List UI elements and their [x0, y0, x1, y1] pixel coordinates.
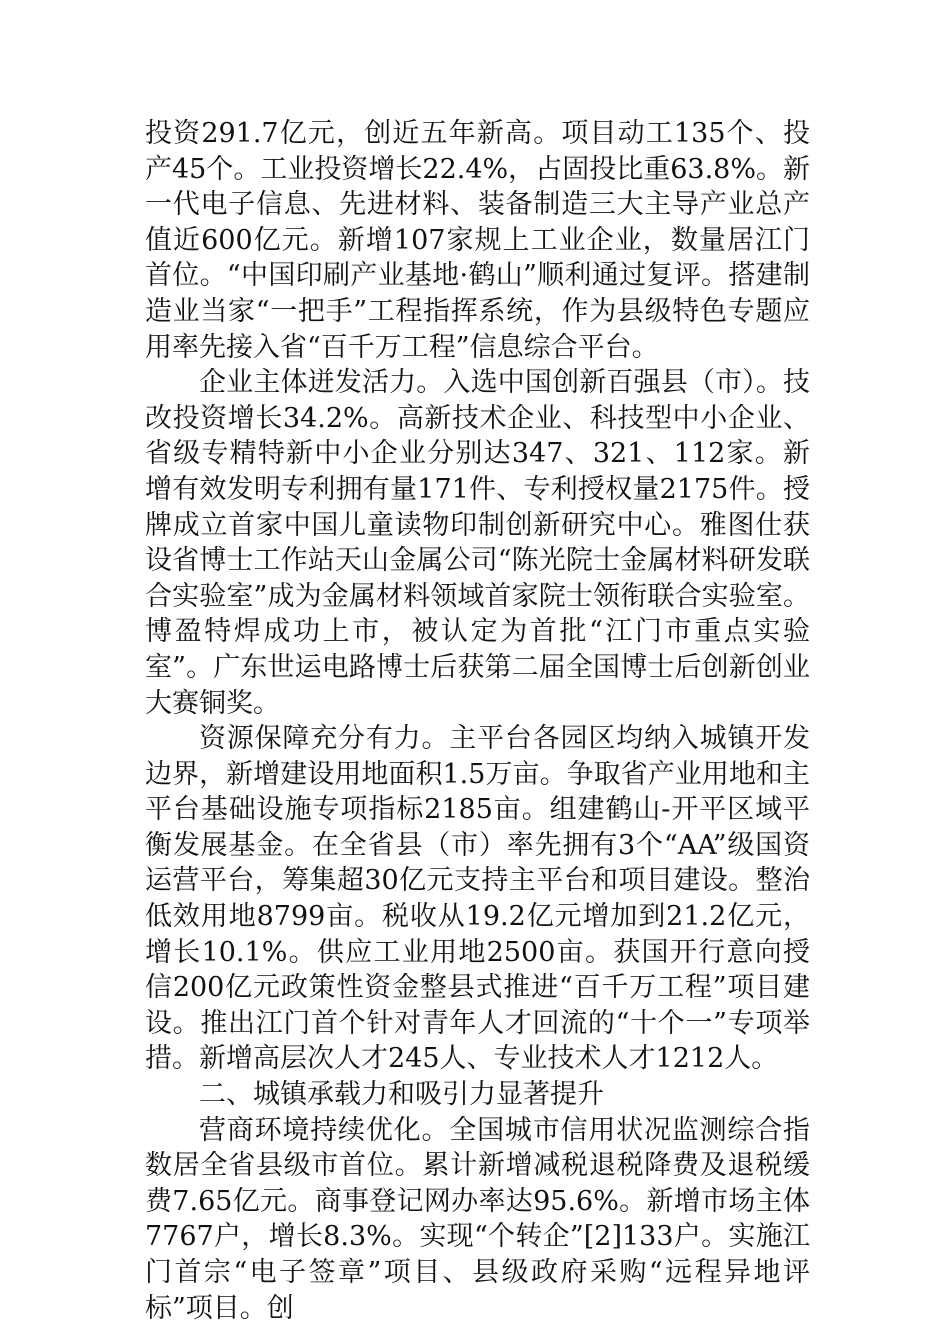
paragraph-enterprise-vitality: 企业主体迸发活力。入选中国创新百强县（市）。技改投资增长34.2%。高新技术企业、科技型中小企业、省级专精特新中小企业分别达347、321、112家。新增有效发明专利拥有量171件、专利授权量2175件。授牌成立首家中国儿童读物印制创新研究中心。雅图仕获设省博士工作站天山金属公司“陈光院士金属材料研发联合实验室”成为金属材料领域首家院士领衔联合实验室。博盈特焊成功上市，被认定为首批“江门市重点实验室”。广东世运电路博士后获第二届全国博士后创新创业大赛铜奖。: [145, 367, 810, 719]
paragraph-business-environment: 营商环境持续优化。全国城市信用状况监测综合指数居全省县级市首位。累计新增减税退税降费及退税缓费7.65亿元。商事登记网办率达95.6%。新增市场主体7767户，增长8.3%。实现“个转企”[2]133户。实施江门首宗“电子签章”项目、县级政府采购“远程异地评标”项目。创: [145, 1114, 810, 1324]
paragraph-investment: 投资291.7亿元，创近五年新高。项目动工135个、投产45个。工业投资增长22.4%，占固投比重63.8%。新一代电子信息、先进材料、装备制造三大主导产业总产值近600亿元。新增107家规上工业企业，数量居江门首位。“中国印刷产业基地·鹤山”顺利通过复评。搭建制造业当家“一把手”工程指挥系统，作为县级特色专题应用率先接入省“百千万工程”信息综合平台。: [145, 118, 810, 363]
section-heading-2: 二、城镇承载力和吸引力显著提升: [199, 1079, 604, 1111]
paragraph-resource-guarantee: 资源保障充分有力。主平台各园区均纳入城镇开发边界，新增建设用地面积1.5万亩。争取省产业用地和主平台基础设施专项指标2185亩。组建鹤山-开平区域平衡发展基金。在全省县（市）率先拥有3个“AA”级国资运营平台，筹集超30亿元支持主平台和项目建设。整治低效用地8799亩。税收从19.2亿元增加到21.2亿元，增长10.1%。供应工业用地2500亩。获国开行意向授信200亿元政策性资金整县式推进“百千万工程”项目建设。推出江门首个针对青年人才回流的“十个一”专项举措。新增高层次人才245人、专业技术人才1212人。: [145, 723, 810, 1075]
document-body: [145, 116, 810, 1326]
